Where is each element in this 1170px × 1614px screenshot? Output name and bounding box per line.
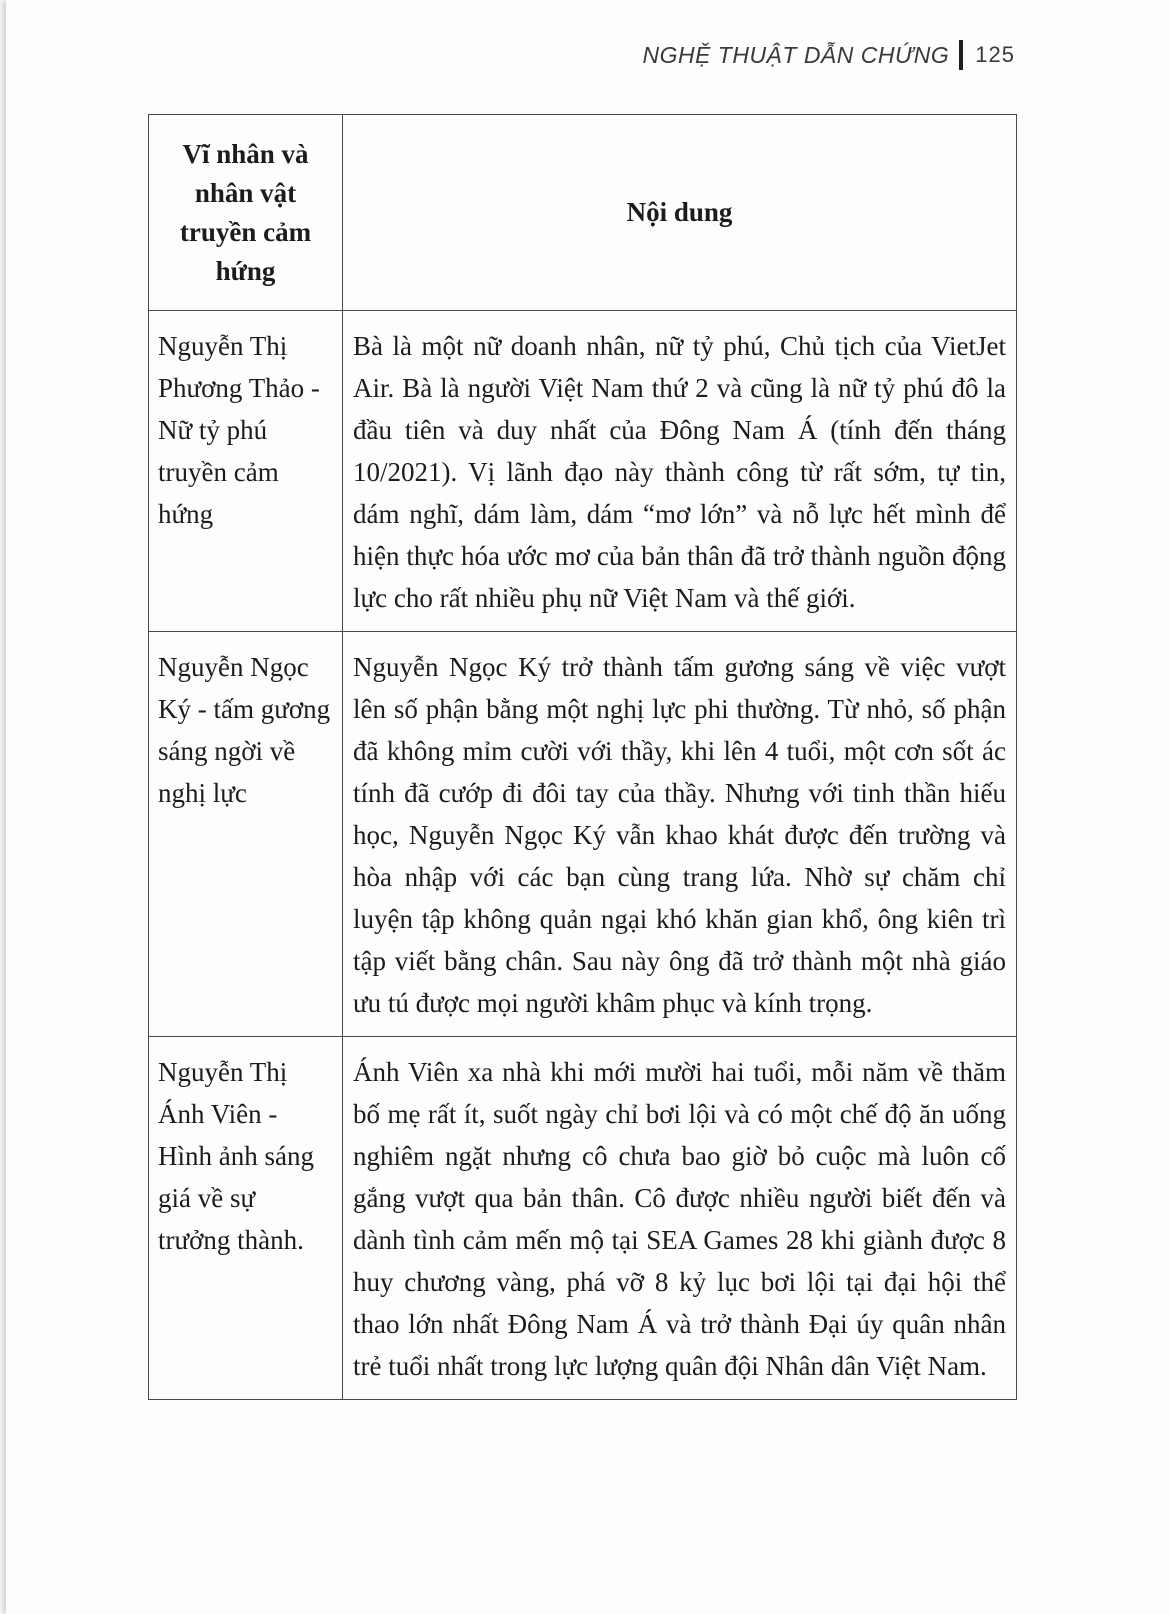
row-content-cell: Nguyễn Ngọc Ký trở thành tấm gương sáng về việc vượt lên số phận bằng một nghị lực phi thường. Từ nhỏ, số phận đã không mỉm cười với thầy, khi lên 4 tuổi, một cơn sốt ác tính đã cướp đi đôi tay của thầy. Nhưng với tinh thần hiếu học, Nguyễn Ngọc Ký vẫn khao khát được đến trường và hòa nhập với các bạn cùng trang lứa. Nhờ sự chăm chỉ luyện tập không quản ngại khó khăn gian khổ, ông kiên trì tập viết bằng chân. Sau này ông đã trở thành một nhà giáo ưu tú được mọi người khâm phục và kính trọng. — [343, 632, 1017, 1037]
row-name-cell: Nguyễn Thị Ánh Viên - Hình ảnh sáng giá về sự trưởng thành. — [149, 1037, 343, 1400]
table-row — [149, 1037, 1017, 1400]
page-number: 125 — [975, 42, 1015, 67]
header-divider — [959, 40, 963, 70]
column-header-name: Vĩ nhân và nhân vật truyền cảm hứng — [149, 115, 343, 311]
row-content-cell: Bà là một nữ doanh nhân, nữ tỷ phú, Chủ tịch của VietJet Air. Bà là người Việt Nam thứ 2 và cũng là nữ tỷ phú đô la đầu tiên và duy nhất của Đông Nam Á (tính đến tháng 10/2021). Vị lãnh đạo này thành công từ rất sớm, tự tin, dám nghĩ, dám làm, dám “mơ lớn” và nỗ lực hết mình để hiện thực hóa ước mơ của bản thân đã trở thành nguồn động lực cho rất nhiều phụ nữ Việt Nam và thế giới. — [343, 311, 1017, 632]
row-name-cell: Nguyễn Thị Phương Thảo - Nữ tỷ phú truyền cảm hứng — [149, 311, 343, 632]
row-content-cell: Ánh Viên xa nhà khi mới mười hai tuổi, mỗi năm về thăm bố mẹ rất ít, suốt ngày chỉ bơi lội và có một chế độ ăn uống nghiêm ngặt nhưng cô chưa bao giờ bỏ cuộc mà luôn cố gắng vượt qua bản thân. Cô được nhiều người biết đến và dành tình cảm mến mộ tại SEA Games 28 khi giành được 8 huy chương vàng, phá vỡ 8 kỷ lục bơi lội tại đại hội thể thao lớn nhất Đông Nam Á và trở thành Đại úy quân nhân trẻ tuổi nhất trong lực lượng quân đội Nhân dân Việt Nam. — [343, 1037, 1017, 1400]
table-header-row — [149, 115, 1017, 311]
running-header — [642, 40, 1015, 70]
running-title: NGHỆ THUẬT DẪN CHỨNG — [642, 41, 950, 68]
column-header-content: Nội dung — [343, 115, 1017, 311]
row-name-cell: Nguyễn Ngọc Ký - tấm gương sáng ngời về nghị lực — [149, 632, 343, 1037]
table-row — [149, 311, 1017, 632]
table-row — [149, 632, 1017, 1037]
content-table — [148, 114, 1017, 1400]
